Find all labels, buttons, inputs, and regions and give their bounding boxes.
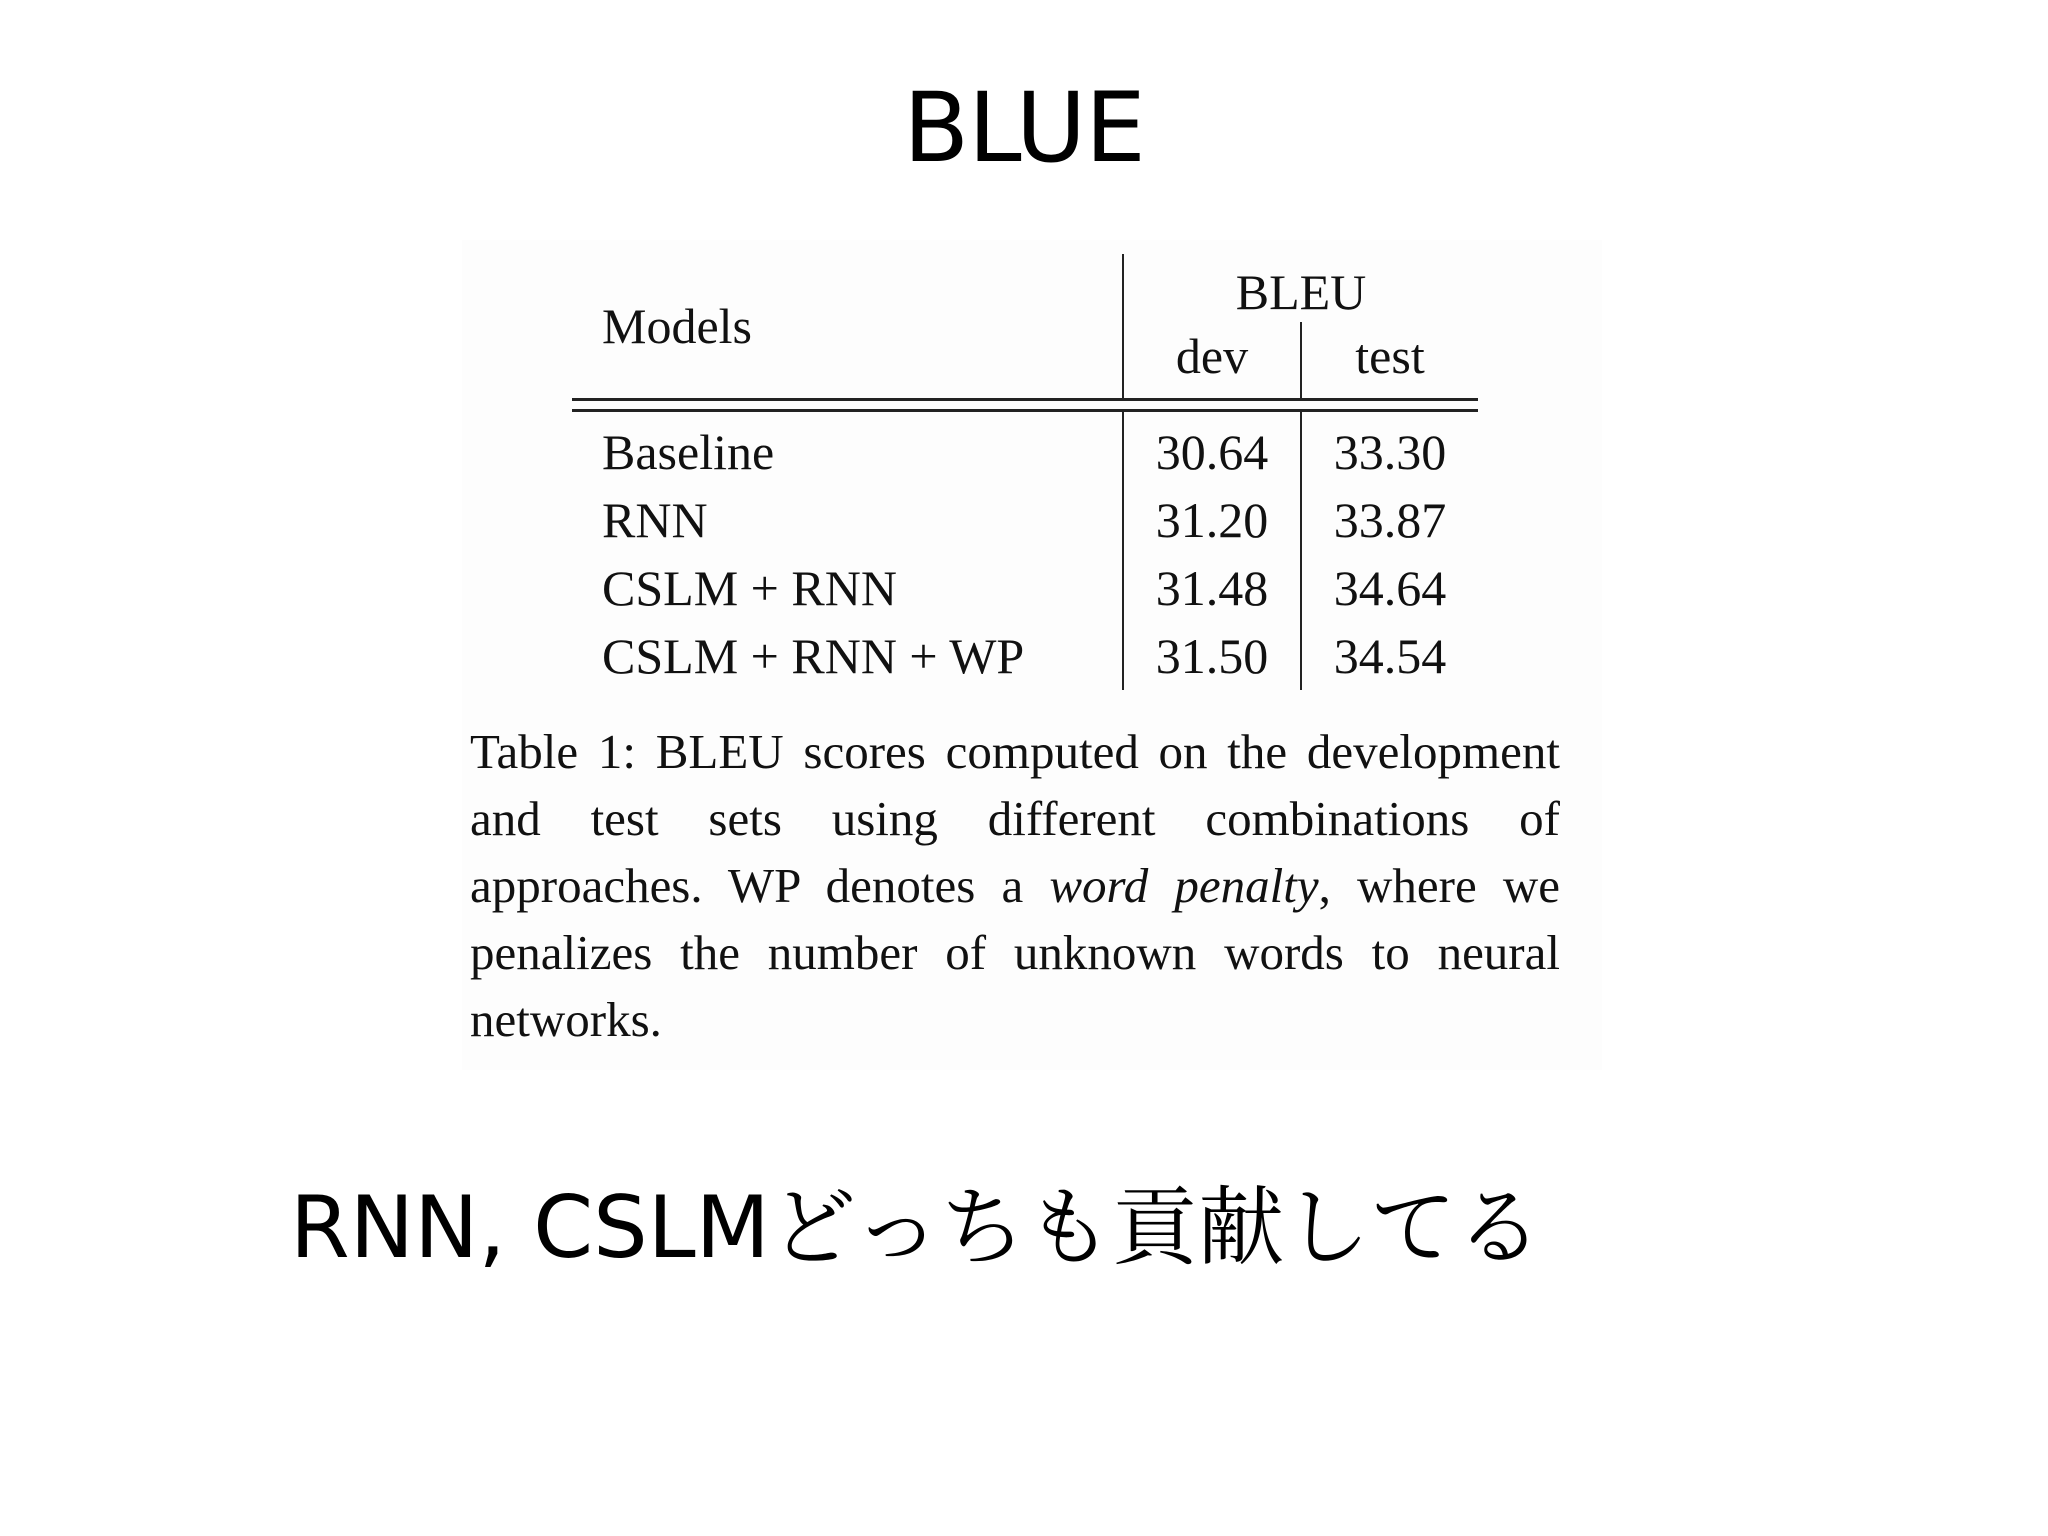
caption-emphasis: word penalty [1049, 858, 1319, 913]
model-cell: Baseline [572, 411, 1123, 487]
dev-score-cell: 31.20 [1123, 486, 1301, 554]
test-column-header: test [1355, 328, 1425, 384]
bleu-results-table [572, 254, 1478, 690]
dev-score-cell: 31.50 [1123, 622, 1301, 690]
caption-text-start: Table 1: BLEU scores computed on the development and test sets using different combinations of approaches. WP denotes a [470, 724, 1560, 913]
test-score-cell: 34.64 [1333, 560, 1447, 616]
table-double-rule [572, 400, 1478, 411]
caption-text-end: , where we penalizes the number of unknown words to neural networks. [470, 858, 1560, 1047]
bleu-group-header: BLEU [1235, 264, 1367, 320]
table-figure [462, 240, 1602, 1070]
test-score-cell: 33.87 [1333, 492, 1447, 548]
table-row [572, 486, 1478, 554]
table-header-row [572, 254, 1478, 322]
test-score-cell: 34.54 [1333, 628, 1447, 684]
table-row [572, 622, 1478, 690]
table-row [572, 554, 1478, 622]
dev-score-cell: 31.48 [1123, 554, 1301, 622]
slide-title: BLUE [903, 72, 1145, 184]
table-caption [470, 718, 1560, 1053]
conclusion-text: RNN, CSLMどっちも貢献してる [290, 1178, 1543, 1278]
model-cell: CSLM + RNN [572, 554, 1123, 622]
models-column-header: Models [572, 254, 1123, 400]
test-score-cell: 33.30 [1333, 424, 1447, 480]
table-row [572, 411, 1478, 487]
dev-score-cell: 30.64 [1123, 411, 1301, 487]
model-cell: CSLM + RNN + WP [572, 622, 1123, 690]
model-cell: RNN [572, 486, 1123, 554]
dev-column-header: dev [1123, 322, 1301, 400]
